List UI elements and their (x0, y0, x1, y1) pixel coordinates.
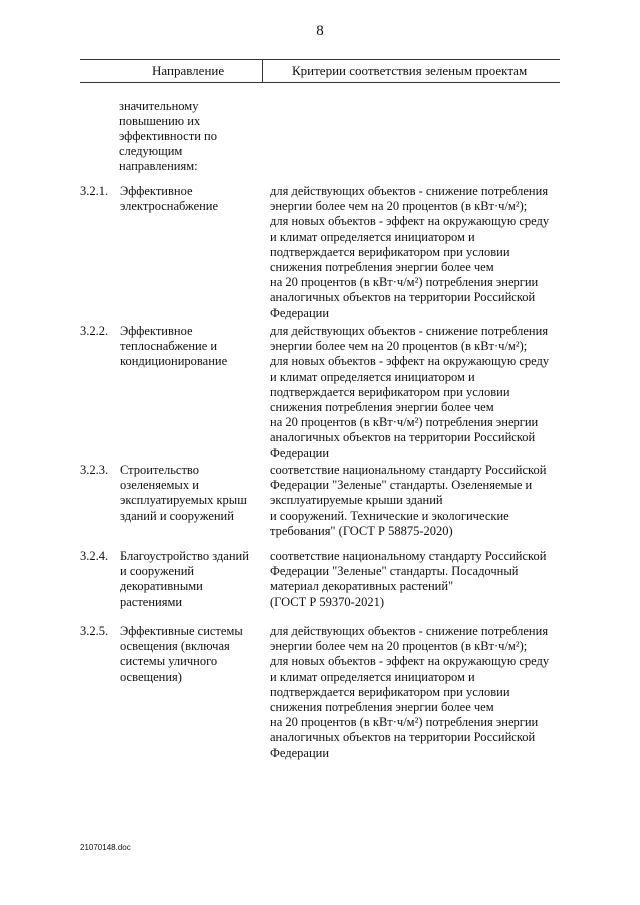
row-number: 3.2.1. (80, 184, 109, 198)
row-number: 3.2.4. (80, 549, 109, 563)
row-criteria: для действующих объектов - снижение потребления энергии более чем на 20 процентов (в кВт·ч/м²); для новых объектов - эффект на окружающую среду и климат определяется инициатором и подтверждается верификатором при условии снижения потребления энергии более чем на 20 процентов (в кВт·ч/м²) потребления энергии аналогичных объектов на территории Российской Федерации (270, 324, 550, 460)
row-criteria: соответствие национальному стандарту Российской Федерации "Зеленые" стандарты. Посадочный материал декоративных растений" (ГОСТ Р 59370-2021) (270, 549, 547, 609)
row-direction: Эффективное электроснабжение (120, 184, 219, 214)
row-number: 3.2.3. (80, 463, 109, 477)
header-direction: Направление (152, 63, 225, 78)
file-name-footer: 21070148.doc (80, 843, 131, 852)
header-criteria: Критерии соответствия зеленым проектам (292, 63, 528, 78)
header-column-divider (262, 59, 263, 83)
row-criteria: для действующих объектов - снижение потребления энергии более чем на 20 процентов (в кВт·ч/м²); для новых объектов - эффект на окружающую среду и климат определяется инициатором и подтверждается верификатором при условии снижения потребления энергии более чем на 20 процентов (в кВт·ч/м²) потребления энергии аналогичных объектов на территории Российской Федерации (270, 624, 550, 760)
header-bottom-rule (80, 82, 560, 83)
table-header (80, 59, 560, 83)
row-direction: Строительство озеленяемых и эксплуатируемых крыш зданий и сооружений (120, 463, 247, 523)
row-criteria: соответствие национальному стандарту Российской Федерации "Зеленые" стандарты. Озеленяемые и эксплуатируемые крыши зданий и сооружений. Технические и экологические требования" (ГОСТ Р 58875-2020) (270, 463, 547, 538)
row-direction: Эффективное теплоснабжение и кондиционирование (120, 324, 228, 369)
header-top-rule (80, 59, 560, 60)
page-number: 8 (316, 23, 324, 39)
row-number: 3.2.2. (80, 324, 109, 338)
row-direction: Эффективные системы освещения (включая системы уличного освещения) (120, 624, 243, 684)
row-criteria: для действующих объектов - снижение потребления энергии более чем на 20 процентов (в кВт·ч/м²); для новых объектов - эффект на окружающую среду и климат определяется инициатором и подтверждается верификатором при условии снижения потребления энергии более чем на 20 процентов (в кВт·ч/м²) потребления энергии аналогичных объектов на территории Российской Федерации (270, 184, 550, 320)
row-direction: Благоустройство зданий и сооружений декоративными растениями (120, 549, 249, 609)
row-number: 3.2.5. (80, 624, 109, 638)
continuation-text: значительному повышению их эффективности по следующим направлениям: (119, 99, 217, 173)
